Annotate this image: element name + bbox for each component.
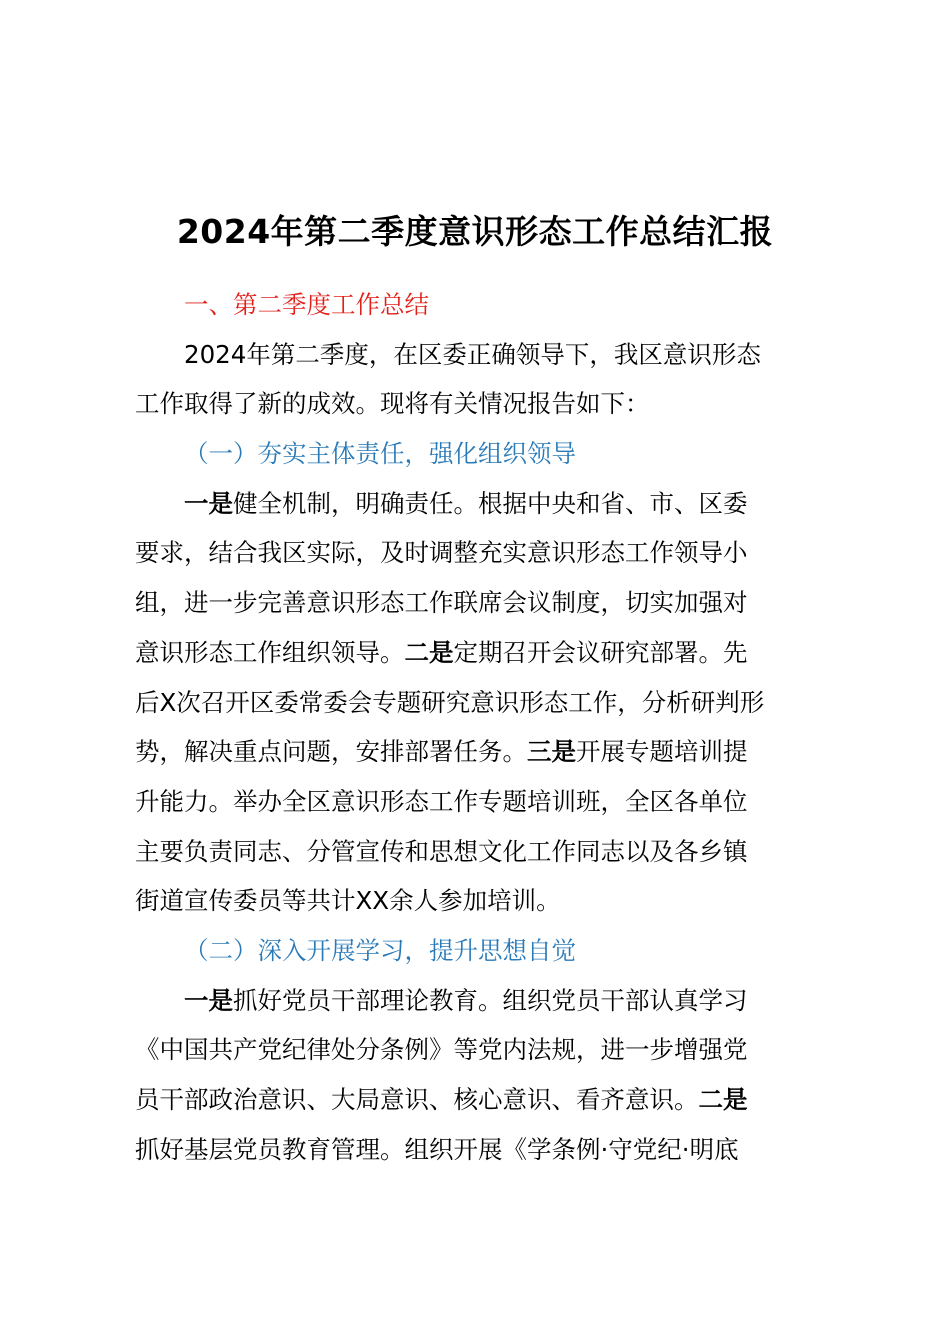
bold-lead-text: 二是	[698, 1085, 748, 1114]
line-text: 升能力。举办全区意识形态工作专题培训班，全区各单位	[135, 786, 748, 816]
line-text: 抓好基层党员教育管理。组织开展《学条例·守党纪·明底	[135, 1134, 739, 1164]
line-text: 意识形态工作组织领导。	[135, 637, 405, 667]
paragraph-line	[135, 528, 855, 578]
line-text: 一、第二季度工作总结	[184, 290, 429, 319]
line-text: 势，解决重点问题，安排部署任务。	[135, 737, 527, 767]
line-text: 主要负责同志、分管宣传和思想文化工作同志以及各乡镇	[135, 836, 748, 866]
bold-lead-text: 二是	[404, 637, 454, 667]
paragraph-line	[135, 777, 855, 827]
paragraph-line	[135, 678, 855, 728]
paragraph-line	[135, 1025, 855, 1075]
line-text: 开展专题培训提	[576, 737, 748, 767]
line-text: 员干部政治意识、大局意识、核心意识、看齐意识。	[135, 1085, 699, 1114]
line-text: （二）深入开展学习，提升思想自觉	[184, 935, 576, 965]
document-title: 2024年第二季度意识形态工作总结汇报	[176, 212, 774, 251]
paragraph-line	[135, 727, 855, 777]
section-heading	[135, 280, 855, 330]
bold-lead-text: 一是	[184, 985, 233, 1015]
paragraph-line	[135, 628, 855, 678]
document-body	[135, 280, 855, 1174]
line-text: 要求，结合我区实际，及时调整充实意识形态工作领导小	[135, 538, 748, 568]
paragraph-line	[135, 379, 855, 429]
paragraph-line	[135, 876, 855, 926]
line-text: （一）夯实主体责任，强化组织领导	[184, 439, 576, 469]
section-heading	[135, 429, 855, 479]
line-text: 街道宣传委员等共计XX余人参加培训。	[135, 886, 561, 916]
paragraph-line	[135, 330, 855, 380]
paragraph-line	[135, 1075, 855, 1125]
line-text: 健全机制，明确责任。根据中央和省、市、区委	[233, 488, 748, 518]
section-heading	[135, 926, 855, 976]
paragraph-line	[135, 827, 855, 877]
paragraph-line	[135, 578, 855, 628]
paragraph-line	[135, 976, 855, 1026]
line-text: 工作取得了新的成效。现将有关情况报告如下：	[135, 389, 650, 419]
line-text: 定期召开会议研究部署。先	[453, 637, 748, 667]
paragraph-line	[135, 479, 855, 529]
bold-lead-text: 三是	[527, 737, 576, 767]
bold-lead-text: 一是	[184, 488, 233, 518]
paragraph-line	[135, 1125, 855, 1175]
line-text: 2024年第二季度，在区委正确领导下，我区意识形态	[184, 339, 761, 369]
line-text: 《中国共产党纪律处分条例》等党内法规，进一步增强党	[135, 1035, 748, 1065]
line-text: 组，进一步完善意识形态工作联席会议制度，切实加强对	[135, 588, 748, 618]
line-text: 抓好党员干部理论教育。组织党员干部认真学习	[233, 985, 748, 1015]
line-text: 后X次召开区委常委会专题研究意识形态工作，分析研判形	[135, 687, 765, 717]
